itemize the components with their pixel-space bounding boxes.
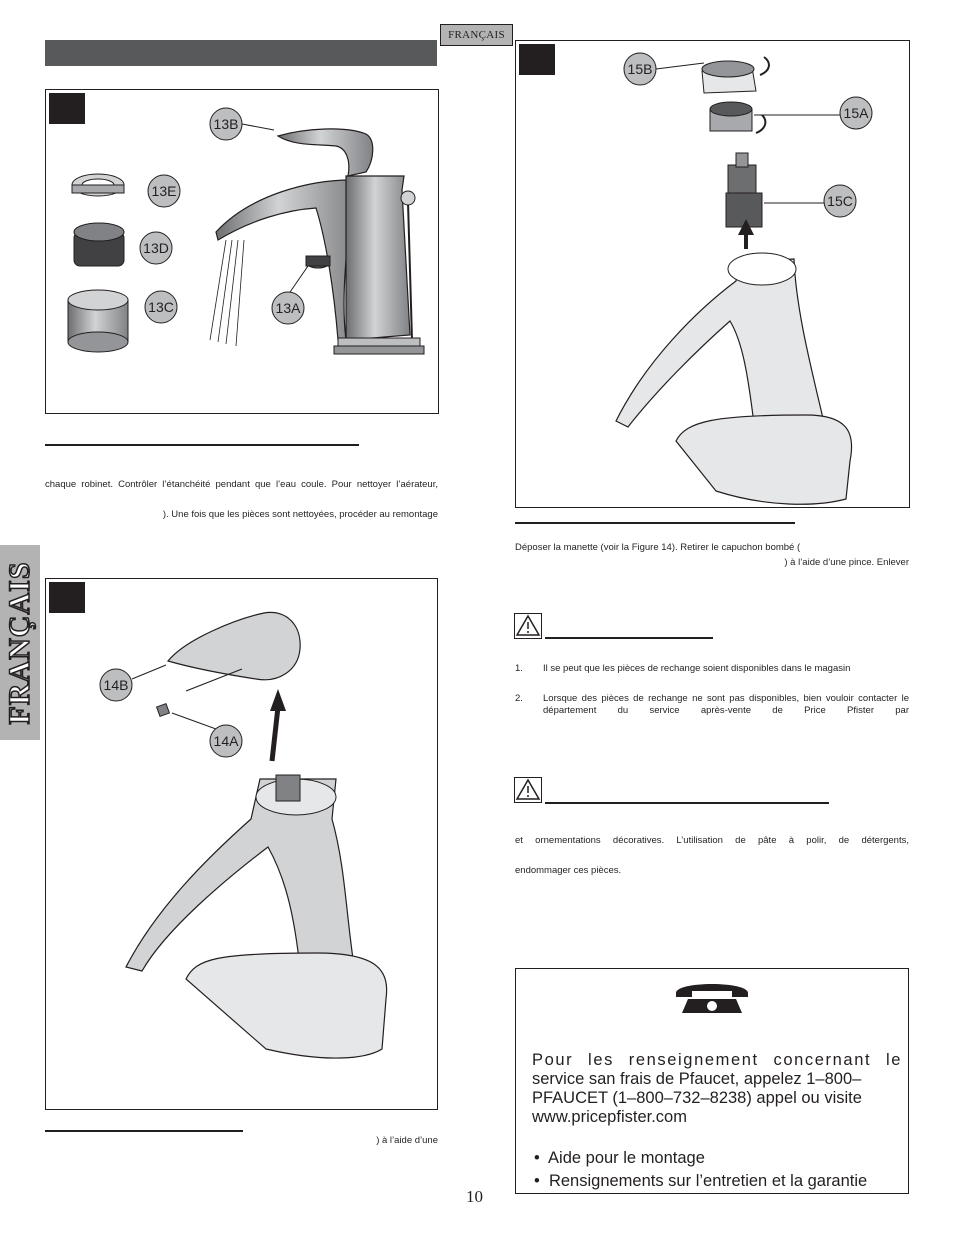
section-title-rule <box>515 522 795 524</box>
callout-13A: 13A <box>275 300 301 316</box>
callout-14B: 14B <box>103 677 129 693</box>
side-language-tab: FRANÇAIS <box>0 545 40 740</box>
faucet-handle <box>168 612 300 679</box>
cleaning-text-line1: chaque robinet. Contrôler l’étanchéité pendant que l’eau coule. Pour nettoyer l’aérateur, <box>45 479 438 490</box>
callout-13B: 13B <box>213 116 239 132</box>
warning1-item1-num: 1. <box>515 663 523 674</box>
faucet-base <box>676 415 852 504</box>
contact-box <box>515 968 909 1194</box>
figure-13 <box>45 89 439 414</box>
warning1-item2-text: Lorsque des pièces de rechange ne sont pas disponibles, bien vouloir contacter le département du service après-vente de Price Pfister par <box>543 693 909 716</box>
warning1-item2-num: 2. <box>515 693 523 704</box>
callout-15B: 15B <box>627 61 653 77</box>
section-header-bar <box>45 40 437 66</box>
contact-bullet: • Rensignements sur l’entretien et la garantie <box>534 1172 868 1190</box>
contact-text <box>532 1051 902 1127</box>
contact-bullet: • Aide pour le montage <box>534 1149 705 1167</box>
cleaning-text-line2: ). Une fois que les pièces sont nettoyées, procéder au remontage <box>162 509 438 520</box>
warning2-line2: endommager ces pièces. <box>515 865 622 876</box>
figure-14-illustration <box>46 579 437 1109</box>
telephone-icon <box>672 979 752 1015</box>
callout-14A: 14A <box>213 733 239 749</box>
callout-15C: 15C <box>827 193 853 209</box>
warning2-line1: et ornementations décoratives. L’utilisation de pâte à polir, de détergents, <box>515 835 909 846</box>
language-tab: FRANÇAIS <box>440 24 513 46</box>
warning-icon <box>514 777 542 803</box>
figure-14 <box>45 578 438 1110</box>
figure-15 <box>515 40 910 508</box>
warning-icon <box>514 613 542 639</box>
figure-13-illustration <box>46 90 438 413</box>
section-title-rule <box>45 1130 243 1132</box>
warning-title-rule <box>545 802 829 804</box>
warning1-item1-text: Il se peut que les pièces de rechange soient disponibles dans le magasin <box>543 663 851 674</box>
water-streams <box>210 240 244 346</box>
callout-13E: 13E <box>151 183 177 199</box>
faucet-base <box>186 953 387 1058</box>
section-title-rule <box>45 444 359 446</box>
callout-13D: 13D <box>143 240 169 256</box>
contact-first-line: Pour les renseignement concernant le <box>532 1051 902 1069</box>
faucet-body <box>616 259 826 441</box>
contact-bullets <box>534 1147 867 1193</box>
cartridge-text-line1: Déposer la manette (voir la Figure 14). Retirer le capuchon bombé ( <box>515 542 801 553</box>
page-number: 10 <box>466 1187 483 1206</box>
faucet-handle <box>278 129 373 176</box>
contact-rest: service san frais de Pfaucet, appelez 1–800–PFAUCET (1–800–732–8238) appel ou visite www.pricepfister.com <box>532 1070 862 1126</box>
warning-title-rule <box>545 637 713 639</box>
callout-15A: 15A <box>843 105 869 121</box>
figure-14-caption-right: ) à l’aide d’une <box>376 1135 438 1146</box>
cartridge-text-line2: ) à l’aide d’une pince. Enlever <box>784 557 909 568</box>
figure-15-illustration <box>516 41 909 507</box>
callout-13C: 13C <box>148 299 174 315</box>
